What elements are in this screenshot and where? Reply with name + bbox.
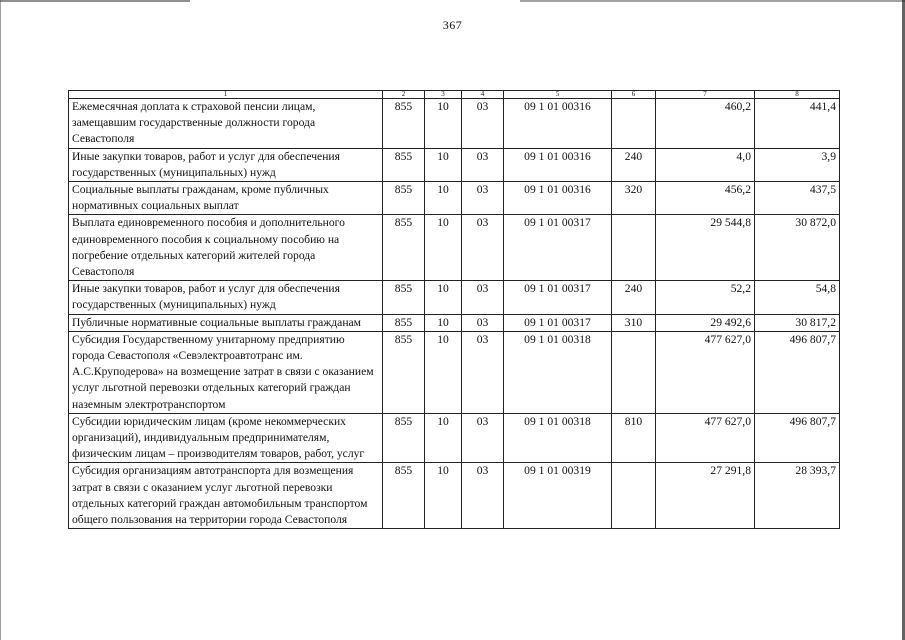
table-row <box>69 314 840 331</box>
amount-cell-8: 28 393,7 <box>755 463 840 529</box>
column-number: 3 <box>425 91 462 99</box>
subsection-code-cell: 03 <box>462 182 504 215</box>
section-code-cell: 10 <box>425 99 462 149</box>
column-number: 7 <box>656 91 755 99</box>
amount-cell-8: 437,5 <box>755 182 840 215</box>
column-number: 2 <box>383 91 425 99</box>
section-code-cell: 10 <box>425 215 462 281</box>
target-article-cell: 09 1 01 00316 <box>504 182 612 215</box>
amount-cell-8: 496 807,7 <box>755 413 840 463</box>
scan-edge-top <box>0 0 905 2</box>
table-row <box>69 148 840 181</box>
section-code-cell: 10 <box>425 182 462 215</box>
amount-cell-7: 4,0 <box>656 148 755 181</box>
expense-name-cell: Социальные выплаты гражданам, кроме публичных нормативных социальных выплат <box>69 182 383 215</box>
target-article-cell: 09 1 01 00316 <box>504 99 612 149</box>
amount-cell-7: 52,2 <box>656 281 755 314</box>
expense-name-cell: Выплата единовременного пособия и дополнительного единовременного пособия к социальному пособию на погребение отдельных категорий жителей города Севастополя <box>69 215 383 281</box>
column-number: 6 <box>612 91 656 99</box>
table-row <box>69 99 840 149</box>
page-number: 367 <box>442 18 463 32</box>
section-code-cell: 10 <box>425 314 462 331</box>
expense-name-cell: Субсидия Государственному унитарному предприятию города Севастополя «Севэлектроавтотранс им. А.С.Круподерова» на возмещение затрат в связи с оказанием услуг льготной перевозки отдельных категорий граждан наземным электротранспортом <box>69 331 383 413</box>
amount-cell-8: 54,8 <box>755 281 840 314</box>
amount-cell-8: 30 817,2 <box>755 314 840 331</box>
expense-type-cell: 240 <box>612 148 656 181</box>
column-number-row <box>69 91 840 99</box>
expense-name-cell: Субсидии юридическим лицам (кроме некоммерческих организаций), индивидуальным предпринимателям, физическим лицам – производителям товаров, работ, услуг <box>69 413 383 463</box>
expense-name-cell: Субсидия организациям автотранспорта для возмещения затрат в связи с оказанием услуг льготной перевозки отдельных категорий граждан автомобильным транспортом общего пользования на территории города Севастополя <box>69 463 383 529</box>
amount-cell-7: 456,2 <box>656 182 755 215</box>
budget-table <box>68 90 840 529</box>
table-row <box>69 215 840 281</box>
grbs-code-cell: 855 <box>383 314 425 331</box>
target-article-cell: 09 1 01 00318 <box>504 413 612 463</box>
subsection-code-cell: 03 <box>462 314 504 331</box>
scan-edge-left <box>0 0 1 640</box>
column-number: 5 <box>504 91 612 99</box>
subsection-code-cell: 03 <box>462 215 504 281</box>
expense-type-cell <box>612 215 656 281</box>
target-article-cell: 09 1 01 00317 <box>504 281 612 314</box>
grbs-code-cell: 855 <box>383 281 425 314</box>
section-code-cell: 10 <box>425 463 462 529</box>
grbs-code-cell: 855 <box>383 331 425 413</box>
table-row <box>69 182 840 215</box>
column-number: 4 <box>462 91 504 99</box>
grbs-code-cell: 855 <box>383 182 425 215</box>
expense-type-cell: 310 <box>612 314 656 331</box>
amount-cell-8: 3,9 <box>755 148 840 181</box>
table-body <box>69 91 840 529</box>
section-code-cell: 10 <box>425 413 462 463</box>
amount-cell-8: 441,4 <box>755 99 840 149</box>
amount-cell-8: 496 807,7 <box>755 331 840 413</box>
amount-cell-7: 27 291,8 <box>656 463 755 529</box>
section-code-cell: 10 <box>425 281 462 314</box>
amount-cell-7: 29 492,6 <box>656 314 755 331</box>
grbs-code-cell: 855 <box>383 148 425 181</box>
table-row <box>69 281 840 314</box>
expense-name-cell: Иные закупки товаров, работ и услуг для обеспечения государственных (муниципальных) нужд <box>69 148 383 181</box>
expense-type-cell: 320 <box>612 182 656 215</box>
grbs-code-cell: 855 <box>383 215 425 281</box>
expense-type-cell <box>612 463 656 529</box>
subsection-code-cell: 03 <box>462 331 504 413</box>
column-number: 8 <box>755 91 840 99</box>
section-code-cell: 10 <box>425 148 462 181</box>
subsection-code-cell: 03 <box>462 99 504 149</box>
subsection-code-cell: 03 <box>462 413 504 463</box>
subsection-code-cell: 03 <box>462 148 504 181</box>
table-row <box>69 331 840 413</box>
amount-cell-7: 29 544,8 <box>656 215 755 281</box>
amount-cell-7: 460,2 <box>656 99 755 149</box>
table-row <box>69 463 840 529</box>
target-article-cell: 09 1 01 00317 <box>504 314 612 331</box>
amount-cell-7: 477 627,0 <box>656 331 755 413</box>
target-article-cell: 09 1 01 00318 <box>504 331 612 413</box>
expense-type-cell <box>612 331 656 413</box>
expense-name-cell: Ежемесячная доплата к страховой пенсии лицам, замещавшим государственные должности города Севастополя <box>69 99 383 149</box>
target-article-cell: 09 1 01 00316 <box>504 148 612 181</box>
target-article-cell: 09 1 01 00317 <box>504 215 612 281</box>
target-article-cell: 09 1 01 00319 <box>504 463 612 529</box>
expense-type-cell: 240 <box>612 281 656 314</box>
expense-name-cell: Иные закупки товаров, работ и услуг для обеспечения государственных (муниципальных) нужд <box>69 281 383 314</box>
amount-cell-7: 477 627,0 <box>656 413 755 463</box>
section-code-cell: 10 <box>425 331 462 413</box>
table-row <box>69 413 840 463</box>
expense-type-cell: 810 <box>612 413 656 463</box>
amount-cell-8: 30 872,0 <box>755 215 840 281</box>
expense-type-cell <box>612 99 656 149</box>
subsection-code-cell: 03 <box>462 281 504 314</box>
grbs-code-cell: 855 <box>383 99 425 149</box>
grbs-code-cell: 855 <box>383 463 425 529</box>
subsection-code-cell: 03 <box>462 463 504 529</box>
expense-name-cell: Публичные нормативные социальные выплаты гражданам <box>69 314 383 331</box>
column-number: 1 <box>69 91 383 99</box>
grbs-code-cell: 855 <box>383 413 425 463</box>
